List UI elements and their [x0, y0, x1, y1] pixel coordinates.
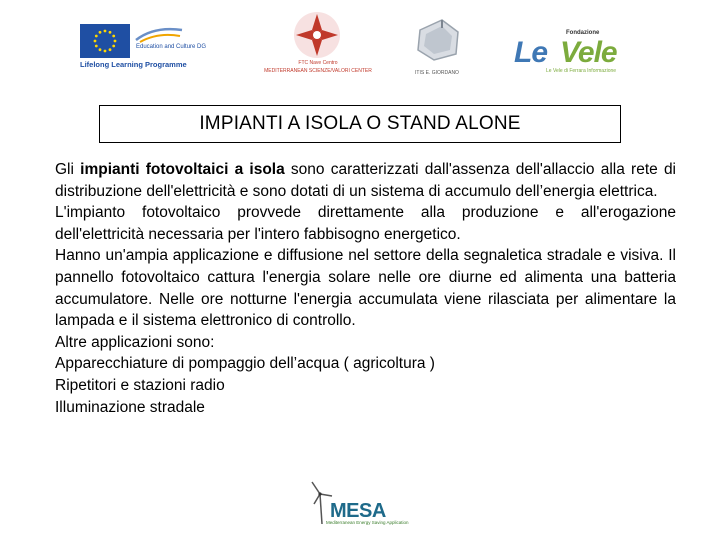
- le-vele-fondazione-label: Fondazione: [566, 30, 600, 36]
- mesa-logo: [308, 480, 409, 528]
- mesa-tagline: Mediterranean Energy Saving Application: [326, 520, 409, 525]
- mesa-wordmark: MESA: [330, 500, 386, 522]
- eu-flag-icon: [80, 24, 130, 58]
- intro-bold-term: impianti fotovoltaici a isola: [80, 161, 285, 178]
- list-intro: Altre applicazioni sono:: [55, 333, 215, 351]
- ftc-logo: [252, 10, 384, 80]
- itis-logo-text: ITIS E. GIORDANO: [415, 70, 459, 76]
- intro-prefix: Gli: [55, 161, 81, 178]
- eu-logo-line2: Lifelong Learning Programme: [80, 60, 187, 69]
- ftc-logo-line1: FTC Nave Centro: [298, 60, 338, 66]
- intro-rest: sono caratterizzati dall'assenza dell'allaccio alla rete di distribuzione dell'elettricità e sono dotati di un sistema di accumulo dell’energia elettrica.: [55, 161, 677, 200]
- le-vele-logo: [506, 30, 636, 80]
- ftc-star-icon: [292, 10, 342, 60]
- list-item: Illuminazione stradale: [55, 398, 205, 416]
- title-box: [99, 105, 621, 143]
- eu-lifelong-learning-logo: [78, 20, 228, 72]
- le-vele-le: Le: [514, 36, 548, 69]
- ftc-logo-line2: MEDITERRANEAN SCIENZE/VALORI CENTER: [264, 68, 372, 74]
- itis-emblem-icon: [412, 14, 464, 66]
- paragraph-applications: Hanno un'ampia applicazione e diffusione nel settore della segnaletica stradale e visiva. Il pannello fotovoltaico cattura l'energia solare nelle ore diurne ed alimenta una batteria accumulatore. Nelle ore notturne l'energia accumulata viene rilasciata per alimentare la lampada e il sistema elettronico di controllo.: [55, 247, 676, 330]
- paragraph-production: L'impianto fotovoltaico provvede direttamente alla produzione e all'erogazione dell'elettricità necessaria per l'intero fabbisogno energetico.: [55, 204, 676, 243]
- le-vele-vele: Vele: [560, 36, 617, 69]
- list-item: Apparecchiature di pompaggio dell’acqua ( agricoltura ): [55, 355, 435, 373]
- le-vele-subtitle: Le Vele di Ferrara Informazione: [546, 68, 617, 74]
- content-text: [55, 159, 676, 418]
- swoosh-icon: [134, 24, 184, 44]
- page-title: IMPIANTI A ISOLA O STAND ALONE: [199, 113, 521, 134]
- itis-logo: [406, 12, 468, 78]
- eu-logo-line1: Education and Culture DG: [136, 44, 207, 50]
- eu-stars-icon: [80, 24, 130, 58]
- paragraph-intro: [55, 159, 676, 202]
- list-item: Ripetitori e stazioni radio: [55, 376, 225, 394]
